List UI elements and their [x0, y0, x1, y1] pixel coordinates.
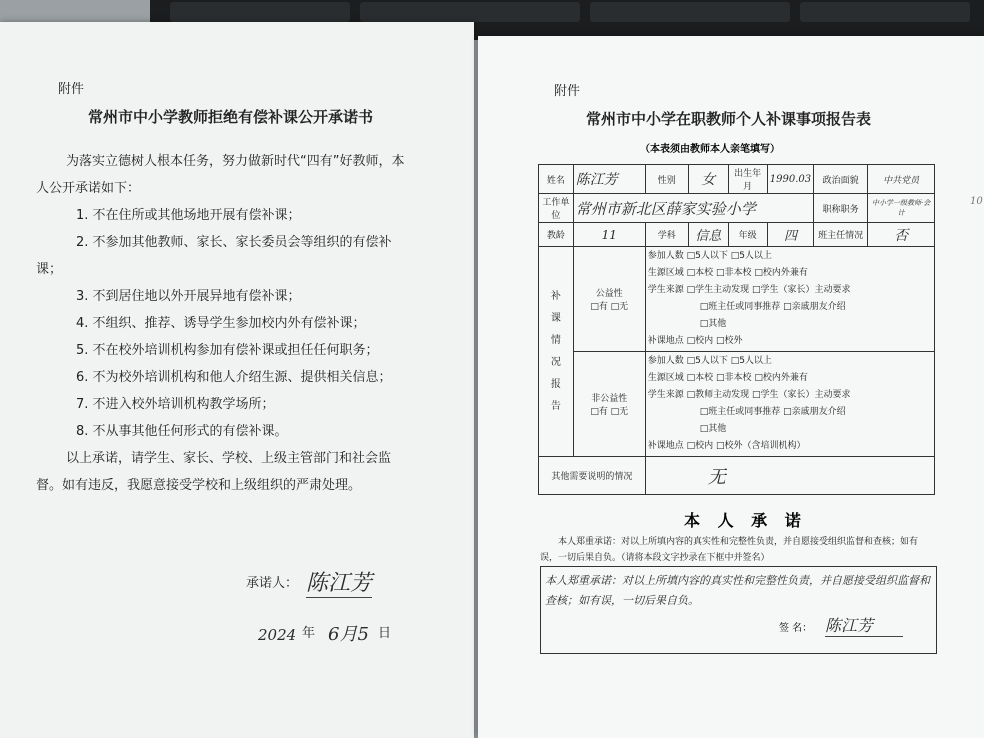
section-label: 补课情况报告 [550, 290, 561, 412]
label-section [539, 247, 574, 457]
handwriting-name: 陈江芳 [575, 172, 618, 188]
pledge-page [0, 22, 474, 738]
public-option-row[interactable]: 补课地点 □校内 □校外 [647, 336, 743, 346]
pledge-item: 6. 不为校外培训机构和他人介绍生源、提供相关信息； [76, 370, 392, 385]
label-political: 政治面貌 [814, 165, 868, 194]
date-year: 2024 [258, 626, 297, 644]
pledge-item: 2. 不参加其他教师、家长、家长委员会等组织的有偿补课； [36, 235, 392, 277]
label-head-teacher: 班主任情况 [814, 223, 868, 247]
value-grade [767, 223, 813, 247]
nonpublic-options [645, 352, 934, 457]
public-options [645, 247, 934, 352]
nonpublic-option-row[interactable]: □班主任或同事推荐 □亲戚朋友介绍 [699, 407, 846, 417]
value-political [868, 165, 935, 194]
value-title [868, 194, 935, 223]
pledge-title: 常州市中小学教师拒绝有偿补课公开承诺书 [88, 108, 374, 126]
pledge-intro: 为落实立德树人根本任务，努力做新时代“四有”好教师，本人公开承诺如下： [36, 154, 405, 196]
handwriting-teaching-years: 11 [601, 227, 617, 242]
sign-label: 签 名： [779, 623, 813, 634]
nonpublic-option-row[interactable]: 学生来源 □教师主动发现 □学生（家长）主动要求 [647, 390, 851, 400]
commit-title: 本 人 承 诺 [684, 511, 807, 530]
date-day-label: 日 [378, 626, 392, 641]
nonpublic-option-row[interactable]: 生源区域 □本校 □非本校 □校内外兼有 [647, 373, 808, 383]
label-grade: 年级 [728, 223, 767, 247]
value-name [573, 165, 645, 194]
handwriting-grade: 四 [783, 229, 797, 244]
pledge-closing: 以上承诺，请学生、家长、学校、上级主管部门和社会监督。如有违反，我愿意接受学校和上级组织的严肃处理。 [36, 451, 392, 493]
pledge-item: 7. 不进入校外培训机构教学场所； [76, 397, 275, 412]
pledge-item: 1. 不在住所或其他场地开展有偿补课； [76, 208, 301, 223]
report-form [538, 164, 935, 495]
date-month-day: 6月5 [328, 624, 369, 645]
public-option-row[interactable]: 参加人数 □5人以下 □5人以上 [647, 251, 772, 261]
label-other: 其他需要说明的情况 [539, 457, 646, 495]
public-yes-no[interactable]: □有 □无 [590, 302, 629, 312]
commit-box [540, 566, 937, 654]
handwriting-head-teacher: 否 [894, 227, 909, 244]
handwriting-gender: 女 [701, 172, 716, 188]
public-cell [573, 247, 645, 352]
pledge-item: 8. 不从事其他任何形式的有偿补课。 [76, 424, 288, 439]
label-name: 姓名 [539, 165, 574, 194]
handwriting-work-unit: 常州市新北区薛家实验小学 [575, 199, 756, 218]
pledge-signature: 陈江芳 [306, 566, 372, 598]
annex-label: 附件 [554, 84, 581, 99]
report-signature: 陈江芳 [825, 613, 903, 637]
label-work-unit: 工作单位 [539, 194, 574, 223]
annex-label: 附件 [58, 82, 85, 97]
label-birth: 出生年月 [728, 165, 767, 194]
nonpublic-option-row[interactable]: 补课地点 □校内 □校外（含培训机构） [647, 441, 806, 451]
commit-handwriting: 本人郑重承诺：对以上所填内容的真实性和完整性负责，并自愿接受组织监督和查核；如有误，一切后果自负。 [545, 574, 930, 607]
pledge-item: 4. 不组织、推荐、诱导学生参加校内外有偿补课； [76, 316, 366, 331]
value-birth [767, 165, 813, 194]
value-teaching-years [573, 223, 645, 247]
label-teaching-years: 教龄 [539, 223, 574, 247]
value-work-unit [573, 194, 813, 223]
commit-instructions: 本人郑重承诺：对以上所填内容的真实性和完整性负责，并自愿接受组织监督和查核；如有误，一切后果自负。（请将本段文字抄录在下框中并签名） [540, 537, 919, 563]
handwriting-subject: 信息 [695, 229, 722, 244]
label-title: 职称职务 [814, 194, 868, 223]
label-public: 公益性 [595, 289, 623, 299]
public-option-row[interactable]: □班主任或同事推荐 □亲戚朋友介绍 [699, 302, 846, 312]
value-gender [688, 165, 728, 194]
nonpublic-cell [573, 352, 645, 457]
nonpublic-option-row[interactable]: □其他 [699, 424, 727, 434]
date-year-label: 年 [302, 626, 316, 641]
pledge-item: 5. 不在校外培训机构参加有偿补课或担任任何职务； [76, 343, 379, 358]
handwriting-political: 中共党员 [883, 175, 920, 186]
value-other [645, 457, 934, 495]
signer-label: 承诺人： [246, 576, 299, 591]
handwriting-birth: 1990.03 [769, 173, 812, 185]
value-subject [688, 223, 728, 247]
handwriting-other: 无 [707, 466, 726, 488]
pledge-item: 3. 不到居住地以外开展异地有偿补课； [76, 289, 301, 304]
public-option-row[interactable]: □其他 [699, 319, 727, 329]
public-option-row[interactable]: 生源区域 □本校 □非本校 □校内外兼有 [647, 268, 808, 278]
handwriting-title: 中小学一级教师·会计 [871, 199, 931, 217]
report-page [478, 36, 984, 738]
report-title: 常州市中小学在职教师个人补课事项报告表 [586, 110, 872, 128]
pledge-body [36, 148, 416, 499]
nonpublic-yes-no[interactable]: □有 □无 [590, 407, 629, 417]
label-subject: 学科 [645, 223, 688, 247]
label-nonpublic: 非公益性 [591, 394, 628, 404]
nonpublic-option-row[interactable]: 参加人数 □5人以下 □5人以上 [647, 356, 772, 366]
value-head-teacher [868, 223, 935, 247]
public-option-row[interactable]: 学生来源 □学生主动发现 □学生（家长）主动要求 [647, 285, 851, 295]
label-gender: 性别 [645, 165, 688, 194]
report-subtitle: （本表须由教师本人亲笔填写） [640, 144, 780, 155]
margin-mark: 10 [970, 196, 983, 207]
